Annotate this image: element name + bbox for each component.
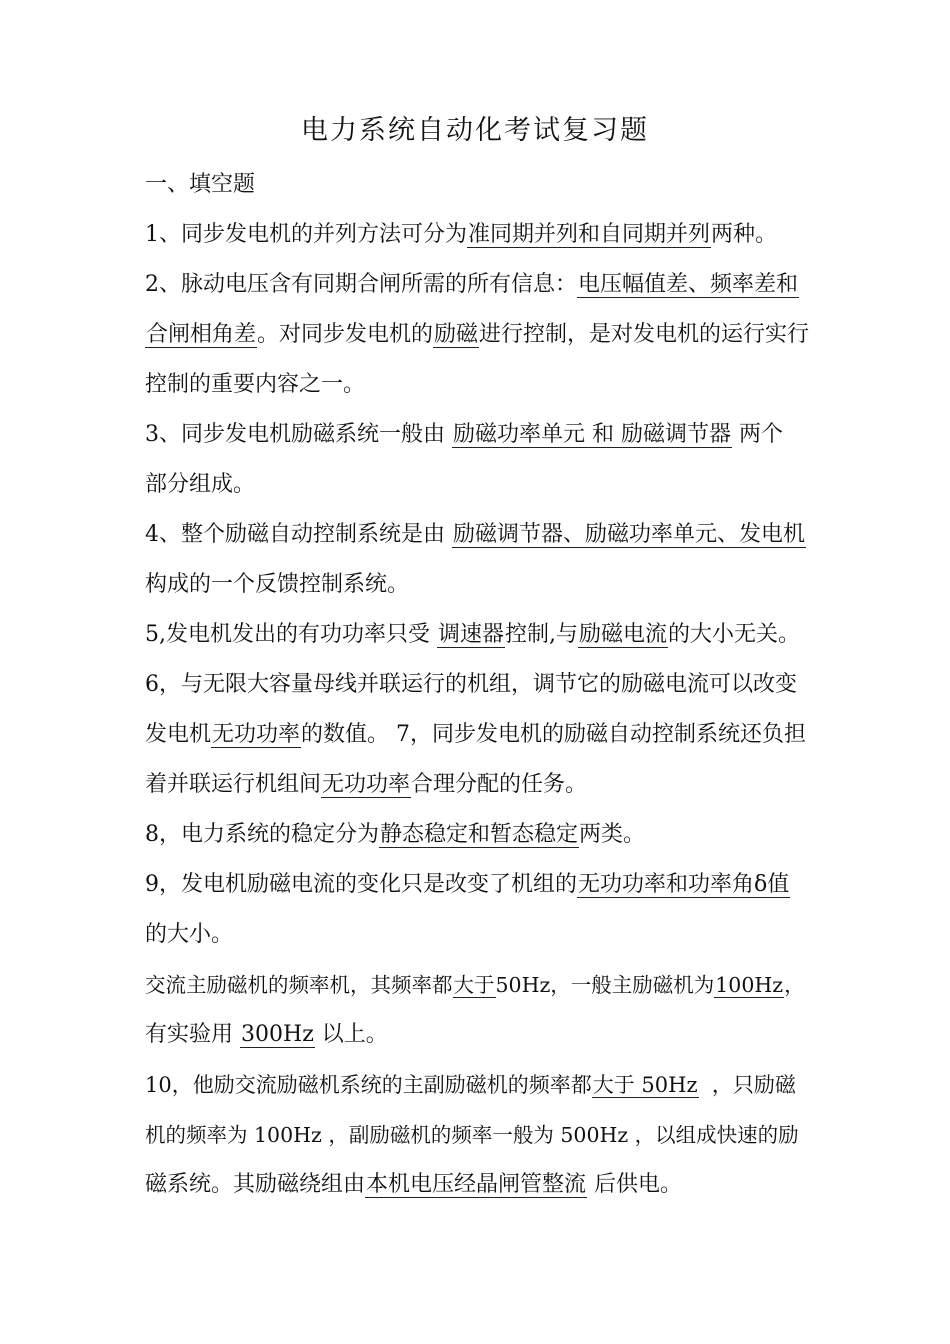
question-line bbox=[145, 218, 810, 268]
text-segment: 进行控制，是对发电机的运行实行 bbox=[479, 322, 810, 347]
text-segment: 机的频率为 100Hz ，副励磁机的频率一般为 500Hz ，以组成快速的励 bbox=[145, 1123, 799, 1147]
question-line bbox=[145, 368, 810, 418]
text-segment: 构成的一个反馈控制系统。 bbox=[145, 572, 410, 597]
text-segment: 5,发电机发出的有功功率只受 bbox=[145, 622, 430, 647]
question-line bbox=[145, 518, 810, 568]
text-segment: 8，电力系统的稳定分为 bbox=[145, 822, 379, 847]
text-segment: 3、同步发电机励磁系统一般由 bbox=[145, 422, 445, 447]
question-line bbox=[145, 968, 810, 1018]
question-line bbox=[145, 768, 810, 818]
text-segment: 有实验用 bbox=[145, 1022, 234, 1047]
question-line bbox=[145, 818, 810, 868]
text-segment: 发电机 bbox=[145, 722, 212, 747]
section-heading: 一、填空题 bbox=[145, 172, 256, 197]
text-segment: 两类。 bbox=[579, 822, 646, 847]
text-segment: 着并联运行机组间 bbox=[145, 772, 322, 797]
text-segment: 控制的重要内容之一。 bbox=[145, 372, 366, 397]
question-line bbox=[145, 1068, 810, 1118]
answer-blank: 300Hz bbox=[241, 1022, 314, 1047]
question-line bbox=[145, 918, 810, 968]
question-line bbox=[145, 618, 810, 668]
answer-blank: 无功功率 bbox=[212, 722, 301, 747]
text-segment: 的大小。 bbox=[145, 922, 234, 947]
document-title: 电力系统自动化考试复习题 bbox=[301, 115, 649, 146]
text-segment: 2、脉动电压含有同期合闸所需的所有信息： bbox=[145, 272, 577, 297]
answer-blank: 静态稳定和暂态稳定 bbox=[380, 822, 579, 847]
question-line bbox=[145, 1168, 810, 1218]
answer-blank: 励磁调节器、励磁功率单元、发电机 bbox=[453, 522, 806, 547]
text-segment: 10，他励交流励磁机系统的主副励磁机的频率都 bbox=[145, 1073, 592, 1097]
answer-blank: 励磁 bbox=[434, 322, 479, 347]
question-line bbox=[145, 268, 810, 318]
question-line bbox=[145, 468, 810, 518]
text-segment: 4、整个励磁自动控制系统是由 bbox=[145, 522, 445, 547]
text-segment: ，只励磁 bbox=[711, 1073, 796, 1097]
answer-blank: 调速器 bbox=[438, 622, 505, 647]
answer-blank: 本机电压经晶闸管整流 bbox=[366, 1172, 587, 1197]
answer-blank: 大于 50Hz bbox=[592, 1073, 698, 1097]
text-segment: 合理分配的任务。 bbox=[411, 772, 588, 797]
text-segment: 50Hz，一般主励磁机为 bbox=[495, 973, 715, 997]
text-segment: 两种。 bbox=[711, 222, 778, 247]
question-line bbox=[145, 1018, 810, 1068]
answer-blank: 励磁功率单元 和 励磁调节器 bbox=[453, 422, 731, 447]
answer-blank: 合闸相角差 bbox=[146, 322, 257, 347]
text-segment: 两个 bbox=[739, 422, 784, 447]
question-line bbox=[145, 1118, 810, 1168]
question-line bbox=[145, 568, 810, 618]
document-body bbox=[145, 168, 810, 1218]
answer-blank: 励磁电流 bbox=[579, 622, 668, 647]
answer-blank: 100Hz bbox=[715, 973, 784, 997]
text-segment: 的大小无关。 bbox=[668, 622, 801, 647]
answer-blank: 无功功率和功率角δ值 bbox=[578, 872, 790, 897]
text-segment: 的数值。 7，同步发电机的励磁自动控制系统还负担 bbox=[301, 722, 807, 747]
answer-blank: 无功功率 bbox=[322, 772, 411, 797]
answer-blank: 大于 bbox=[453, 973, 495, 997]
answer-blank: 准同期并列和自同期并列 bbox=[468, 222, 711, 247]
question-line bbox=[145, 718, 810, 768]
question-line bbox=[145, 418, 810, 468]
text-segment: 部分组成。 bbox=[145, 472, 256, 497]
text-segment: 磁系统。其励磁绕组由 bbox=[145, 1172, 366, 1197]
text-segment: 控制,与 bbox=[505, 622, 579, 647]
text-segment: 后供电。 bbox=[594, 1172, 683, 1197]
text-segment: 。对同步发电机的 bbox=[257, 322, 434, 347]
text-segment: 6，与无限大容量母线并联运行的机组，调节它的励磁电流可以改变 bbox=[145, 672, 797, 697]
text-segment: 以上。 bbox=[321, 1022, 388, 1047]
question-line bbox=[145, 668, 810, 718]
text-segment: 交流主励磁机的频率机，其频率都 bbox=[145, 973, 453, 997]
text-segment: 1、同步发电机的并列方法可分为 bbox=[145, 222, 467, 247]
question-line bbox=[145, 318, 810, 368]
question-line bbox=[145, 868, 810, 918]
text-segment: ， bbox=[784, 973, 805, 997]
answer-blank: 电压幅值差、频率差和 bbox=[578, 272, 799, 297]
text-segment: 9，发电机励磁电流的变化只是改变了机组的 bbox=[145, 872, 577, 897]
